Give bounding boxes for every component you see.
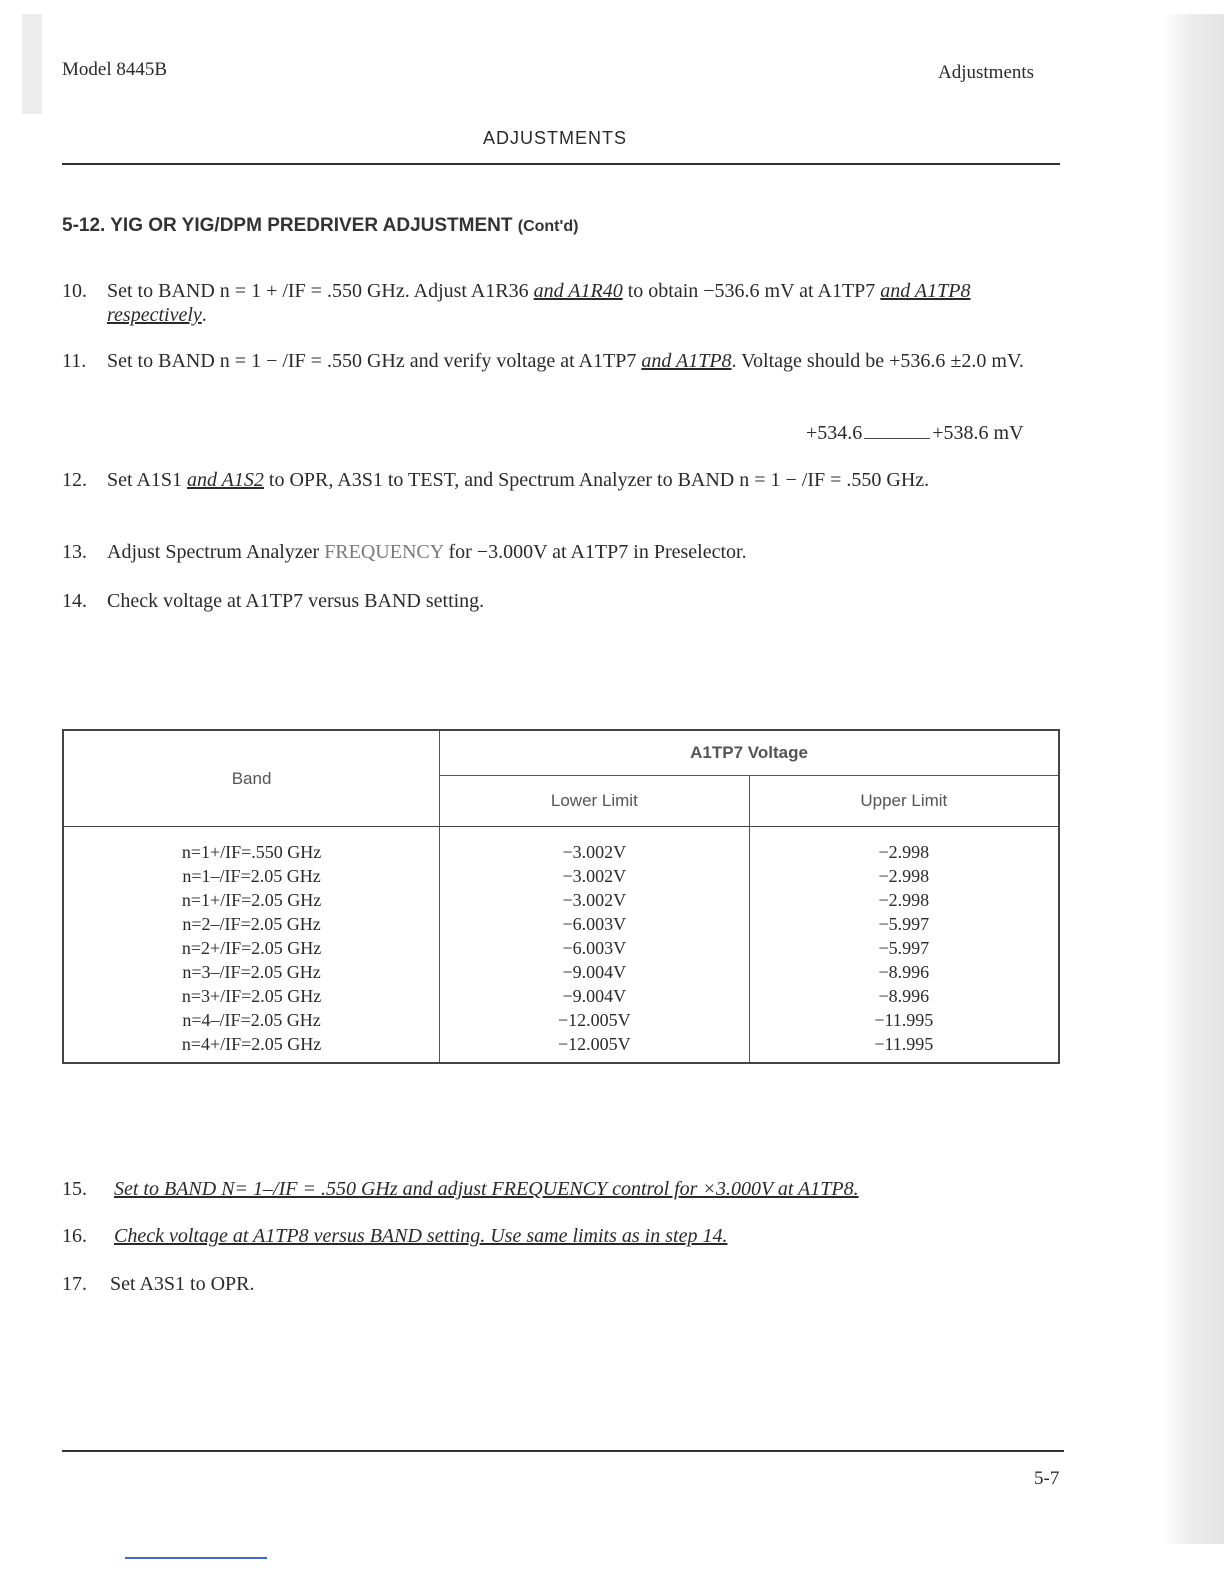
table-cell: n=1–/IF=2.05 GHz [182, 866, 321, 886]
table-cell: n=2–/IF=2.05 GHz [182, 914, 321, 934]
table-cell: −2.998 [878, 890, 930, 910]
step-number: 11. [62, 350, 87, 372]
table-cell: −12.005V [558, 1010, 631, 1030]
lower-limit-column [440, 827, 750, 1064]
upper-limit-column [749, 827, 1059, 1064]
handwritten-insertion: and A1TP8 respectively [107, 280, 971, 326]
step-16 [62, 1224, 1056, 1248]
footer-rule [62, 1450, 1064, 1452]
table-cell: −5.997 [878, 914, 930, 934]
table-cell: −2.998 [878, 842, 930, 862]
lower-limit-header: Lower Limit [440, 776, 750, 827]
voltage-range [806, 422, 1024, 445]
table-cell: −3.002V [562, 890, 627, 910]
step-13 [62, 540, 1056, 564]
step-14 [62, 589, 1056, 613]
step-11 [62, 349, 1056, 373]
step-text-part: for −3.000V at A1TP7 in Preselector. [443, 541, 747, 563]
section-contd: (Cont'd) [517, 218, 579, 235]
upper-limit-header: Upper Limit [749, 776, 1059, 827]
band-column [63, 827, 440, 1064]
handwritten-insertion: and A1R40 [533, 280, 623, 302]
step-text-part: Set to BAND n = 1 + /IF = .550 GHz. Adjust A1R36 [107, 280, 534, 302]
entry-blank [864, 438, 930, 439]
scan-shadow-right [1164, 14, 1224, 1544]
table-cell: n=3–/IF=2.05 GHz [182, 962, 321, 982]
band-column-header: Band [63, 730, 440, 827]
range-high: +538.6 mV [932, 422, 1024, 444]
table-cell: −9.004V [562, 962, 627, 982]
table-cell: n=3+/IF=2.05 GHz [181, 986, 322, 1006]
step-text-part: . [201, 304, 207, 326]
step-text [107, 468, 1056, 492]
table-cell: −5.997 [878, 938, 930, 958]
table-cell: n=4–/IF=2.05 GHz [182, 1010, 321, 1030]
step-17 [62, 1272, 1056, 1296]
step-text-part: FREQUENCY [324, 541, 444, 563]
step-text [114, 1177, 1056, 1201]
table-cell: −12.005V [558, 1034, 631, 1054]
table-cell: −8.996 [878, 962, 930, 982]
step-number: 13. [62, 541, 87, 563]
model-header: Model 8445B [62, 59, 168, 80]
step-text [114, 1224, 1056, 1248]
table-cell: n=1+/IF=.550 GHz [181, 842, 322, 862]
table-cell: n=2+/IF=2.05 GHz [181, 938, 322, 958]
step-number: 12. [62, 469, 87, 491]
table-cell: −6.003V [562, 938, 627, 958]
step-text [107, 540, 1056, 564]
step-number: 16. [62, 1225, 87, 1247]
step-number: 15. [62, 1178, 87, 1200]
scan-artifact-line [125, 1557, 267, 1559]
table-cell: n=1+/IF=2.05 GHz [181, 890, 322, 910]
handwritten-insertion: and A1S2 [187, 469, 264, 491]
header-rule [62, 163, 1060, 165]
section-title [62, 215, 578, 237]
table-cell: −9.004V [562, 986, 627, 1006]
step-text: Check voltage at A1TP7 versus BAND setting. [107, 590, 485, 612]
table-cell: −11.995 [874, 1010, 934, 1030]
handwritten-insertion: Set to BAND N= 1–/IF = .550 GHz and adjust FREQUENCY control for ×3.000V at A1TP8. [114, 1178, 859, 1200]
handwritten-insertion: Check voltage at A1TP8 versus BAND setting. Use same limits as in step 14. [114, 1225, 728, 1247]
table-cell: −3.002V [562, 842, 627, 862]
chapter-header: Adjustments [938, 62, 1035, 83]
step-text [107, 349, 1056, 373]
step-text-part: . Voltage should be +536.6 ±2.0 mV. [731, 350, 1024, 372]
step-text-part: to obtain −536.6 mV at A1TP7 [622, 280, 881, 302]
step-text-part: Set A1S1 [107, 469, 188, 491]
step-number: 17. [62, 1273, 87, 1295]
step-text [107, 279, 1056, 327]
step-10 [62, 279, 1056, 327]
table-cell: −8.996 [878, 986, 930, 1006]
table-cell: −6.003V [562, 914, 627, 934]
scan-shadow-left [22, 14, 42, 114]
table-cell: −11.995 [874, 1034, 934, 1054]
step-number: 14. [62, 590, 87, 612]
section-title-text: 5-12. YIG OR YIG/DPM PREDRIVER ADJUSTMENT [62, 215, 513, 236]
step-12 [62, 468, 1056, 492]
step-text-part: Adjust Spectrum Analyzer [107, 541, 325, 563]
step-text: Set A3S1 to OPR. [110, 1273, 255, 1295]
step-15 [62, 1177, 1056, 1201]
voltage-group-header: A1TP7 Voltage [440, 730, 1059, 776]
handwritten-insertion: and A1TP8 [641, 350, 732, 372]
voltage-limits-table [62, 729, 1060, 1064]
table-cell: n=4+/IF=2.05 GHz [181, 1034, 322, 1054]
step-text-part: Set to BAND n = 1 − /IF = .550 GHz and verify voltage at A1TP7 [107, 350, 642, 372]
step-number: 10. [62, 280, 87, 302]
page-title: ADJUSTMENTS [482, 128, 627, 148]
table-cell: −3.002V [562, 866, 627, 886]
page-number: 5-7 [1034, 1468, 1060, 1489]
table-cell: −2.998 [878, 866, 930, 886]
range-low: +534.6 [806, 422, 863, 444]
step-text-part: to OPR, A3S1 to TEST, and Spectrum Analyzer to BAND n = 1 − /IF = .550 GHz. [263, 469, 930, 491]
